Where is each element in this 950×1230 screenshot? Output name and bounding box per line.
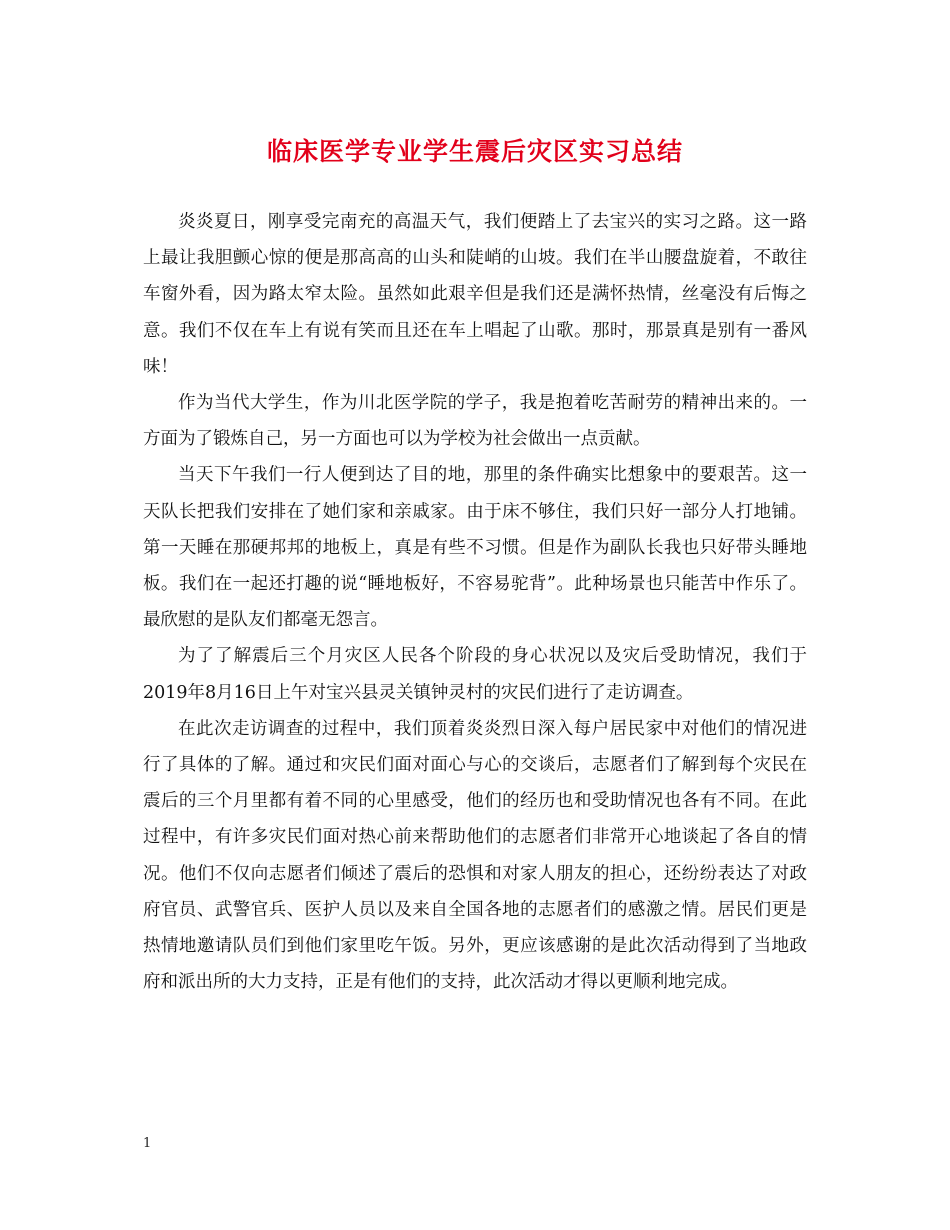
paragraph-2: 作为当代大学生，作为川北医学院的学子，我是抱着吃苦耐劳的精神出来的。一方面为了锻炼自己，另一方面也可以为学校为社会做出一点贡献。 xyxy=(143,393,807,450)
document-body xyxy=(143,204,807,1000)
paragraph-1: 炎炎夏日，刚享受完南充的高温天气，我们便踏上了去宝兴的实习之路。这一路上最让我胆颤心惊的便是那高高的山头和陡峭的山坡。我们在半山腰盘旋着，不敢往车窗外看，因为路太窄太险。虽然如此艰辛但是我们还是满怀热情，丝毫没有后悔之意。我们不仅在车上有说有笑而且还在车上唱起了山歌。那时，那景真是别有一番风味！ xyxy=(143,212,807,377)
page-number: 1 xyxy=(143,1136,152,1151)
document-title: 临床医学专业学生震后灾区实习总结 xyxy=(266,137,683,166)
paragraph-3: 当天下午我们一行人便到达了目的地，那里的条件确实比想象中的要艰苦。这一天队长把我们安排在了她们家和亲戚家。由于床不够住，我们只好一部分人打地铺。第一天睡在那硬邦邦的地板上，真是有些不习惯。但是作为副队长我也只好带头睡地板。我们在一起还打趣的说“睡地板好，不容易驼背”。此种场景也只能苦中作乐了。最欣慰的是队友们都毫无怨言。 xyxy=(143,465,807,631)
paragraph-5: 在此次走访调查的过程中，我们顶着炎炎烈日深入每户居民家中对他们的情况进行了具体的了解。通过和灾民们面对面心与心的交谈后，志愿者们了解到每个灾民在震后的三个月里都有着不同的心里感受，他们的经历也和受助情况也各有不同。在此过程中，有许多灾民们面对热心前来帮助他们的志愿者们非常开心地谈起了各自的情况。他们不仅向志愿者们倾述了震后的恐惧和对家人朋友的担心，还纷纷表达了对政府官员、武警官兵、医护人员以及来自全国各地的志愿者们的感激之情。居民们更是热情地邀请队员们到他们家里吃午饭。另外，更应该感谢的是此次活动得到了当地政府和派出所的大力支持，正是有他们的支持，此次活动才得以更顺利地完成。 xyxy=(143,718,807,993)
paragraph-4: 为了了解震后三个月灾区人民各个阶段的身心状况以及灾后受助情况，我们于2019年8月16日上午对宝兴县灵关镇钟灵村的灾民们进行了走访调查。 xyxy=(143,646,807,703)
